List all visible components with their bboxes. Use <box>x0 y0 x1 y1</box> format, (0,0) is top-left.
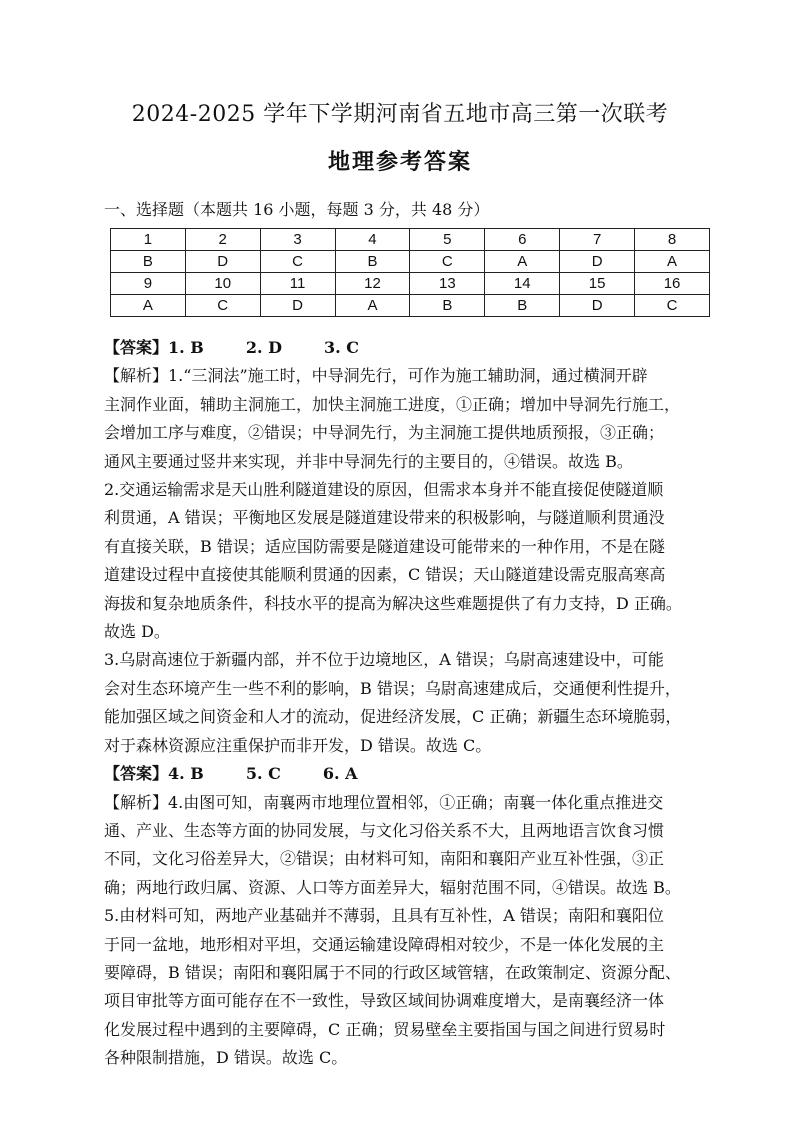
table-cell: 4 <box>335 229 410 251</box>
table-cell: 14 <box>485 273 560 295</box>
analysis-line: 各种限制措施，D 错误。故选 C。 <box>104 1048 348 1068</box>
analysis-line: 于同一盆地，地形相对平坦，交通运输建设障碍相对较少，不是一体化发展的主 <box>104 934 665 954</box>
section-heading-choice: 一、选择题（本题共 16 小题，每题 3 分，共 48 分） <box>104 200 490 219</box>
table-cell: C <box>260 251 335 273</box>
table-cell: A <box>485 251 560 273</box>
analysis-line: 5.由材料可知，两地产业基础并不薄弱，且具有互补性，A 错误；南阳和襄阳位 <box>104 906 664 926</box>
analysis-line: 道建设过程中直接使其能顺利贯通的因素，C 错误；天山隧道建设需克服高寒高 <box>104 565 666 585</box>
analysis-line: 化发展过程中遇到的主要障碍，C 正确；贸易壁垒主要指国与国之间进行贸易时 <box>104 1019 666 1039</box>
analysis-line: 利贯通，A 错误；平衡地区发展是隧道建设带来的积极影响，与隧道顺利贯通没 <box>104 508 665 528</box>
table-cell: D <box>560 295 635 317</box>
answer-item: 3. C <box>323 338 359 357</box>
table-cell: A <box>335 295 410 317</box>
analysis-line: 要障碍，B 错误；南阳和襄阳属于不同的行政区域管辖，在政策制定、资源分配、 <box>104 962 681 982</box>
analysis-line: 项目审批等方面可能存在不一致性，导致区域间协调难度增大，是南襄经济一体 <box>104 991 665 1011</box>
answer-label: 【答案】 <box>104 338 169 357</box>
table-cell: A <box>111 295 186 317</box>
table-row <box>111 251 710 273</box>
answer-item: 4. B <box>168 764 204 784</box>
answer-item: 2. D <box>245 338 282 357</box>
answer-line-group-2 <box>104 760 704 788</box>
analysis-line: 会增加工序与难度，②错误；中导洞先行，为主洞施工提供地质预报，③正确； <box>104 423 665 443</box>
table-cell: 12 <box>335 273 410 295</box>
table-cell: 3 <box>260 229 335 251</box>
page-subtitle: 地理参考答案 <box>327 149 472 175</box>
table-row <box>111 273 710 295</box>
analysis-line: 【解析】1.“三洞法”施工时，中导洞先行，可作为施工辅助洞，通过横洞开辟 <box>104 366 648 386</box>
table-cell: 9 <box>111 273 186 295</box>
analysis-line: 故选 D。 <box>104 622 170 642</box>
table-cell: 7 <box>560 229 635 251</box>
table-cell: 13 <box>410 273 485 295</box>
table-row <box>111 295 710 317</box>
table-cell: D <box>560 251 635 273</box>
page-title: 2024-2025 学年下学期河南省五地市高三第一次联考 <box>131 102 669 127</box>
answer-item: 5. C <box>245 764 281 784</box>
answer-item: 1. B <box>168 338 204 357</box>
table-cell: D <box>260 295 335 317</box>
table-cell: 15 <box>560 273 635 295</box>
table-cell: D <box>185 251 260 273</box>
answer-content <box>104 334 704 1073</box>
table-cell: B <box>111 251 186 273</box>
table-cell: 6 <box>485 229 560 251</box>
analysis-line: 通风主要通过竖井来实现，并非中导洞先行的主要目的，④错误。故选 B。 <box>104 451 633 471</box>
table-cell: A <box>635 251 710 273</box>
table-cell: B <box>335 251 410 273</box>
analysis-line: 对于森林资源应注重保护而非开发，D 错误。故选 C。 <box>104 735 492 755</box>
analysis-line: 主洞作业面，辅助主洞施工，加快主洞施工进度，①正确；增加中导洞先行施工， <box>104 394 681 414</box>
analysis-group-1 <box>104 362 704 760</box>
analysis-line: 能加强区域之间资金和人才的流动，促进经济发展，C 正确；新疆生态环境脆弱， <box>104 707 682 727</box>
table-cell: C <box>185 295 260 317</box>
table-cell: B <box>485 295 560 317</box>
analysis-line: 有直接关联，B 错误；适应国防需要是隧道建设可能带来的一种作用，不是在隧 <box>104 536 665 556</box>
table-cell: 16 <box>635 273 710 295</box>
answer-key-table <box>110 228 710 317</box>
table-cell: 1 <box>111 229 186 251</box>
analysis-line: 3.乌尉高速位于新疆内部，并不位于边境地区，A 错误；乌尉高速建设中，可能 <box>104 650 664 670</box>
table-cell: C <box>635 295 710 317</box>
table-cell: 8 <box>635 229 710 251</box>
analysis-line: 确；两地行政归属、资源、人口等方面差异大，辐射范围不同，④错误。故选 B。 <box>104 877 681 897</box>
analysis-line: 不同，文化习俗差异大，②错误；由材料可知，南阳和襄阳产业互补性强，③正 <box>104 849 665 869</box>
table-row <box>111 229 710 251</box>
table-cell: 2 <box>185 229 260 251</box>
table-cell: C <box>410 251 485 273</box>
analysis-line: 会对生态环境产生一些不利的影响，B 错误；乌尉高速建成后，交通便利性提升， <box>104 678 681 698</box>
answer-item: 6. A <box>322 764 358 784</box>
analysis-line: 【解析】4.由图可知，南襄两市地理位置相邻，①正确；南襄一体化重点推进交 <box>104 792 664 812</box>
table-cell: 10 <box>185 273 260 295</box>
answer-label: 【答案】 <box>104 764 169 784</box>
analysis-group-2 <box>104 789 704 1073</box>
table-cell: B <box>410 295 485 317</box>
analysis-line: 海拔和复杂地质条件，科技水平的提高为解决这些难题提供了有力支持，D 正确。 <box>104 593 682 613</box>
answer-line-group-1 <box>104 334 704 362</box>
table-cell: 5 <box>410 229 485 251</box>
analysis-line: 2.交通运输需求是天山胜利隧道建设的原因，但需求本身并不能直接促使隧道顺 <box>104 480 664 500</box>
table-cell: 11 <box>260 273 335 295</box>
analysis-line: 通、产业、生态等方面的协同发展，与文化习俗关系不大，且两地语言饮食习惯 <box>104 820 665 840</box>
